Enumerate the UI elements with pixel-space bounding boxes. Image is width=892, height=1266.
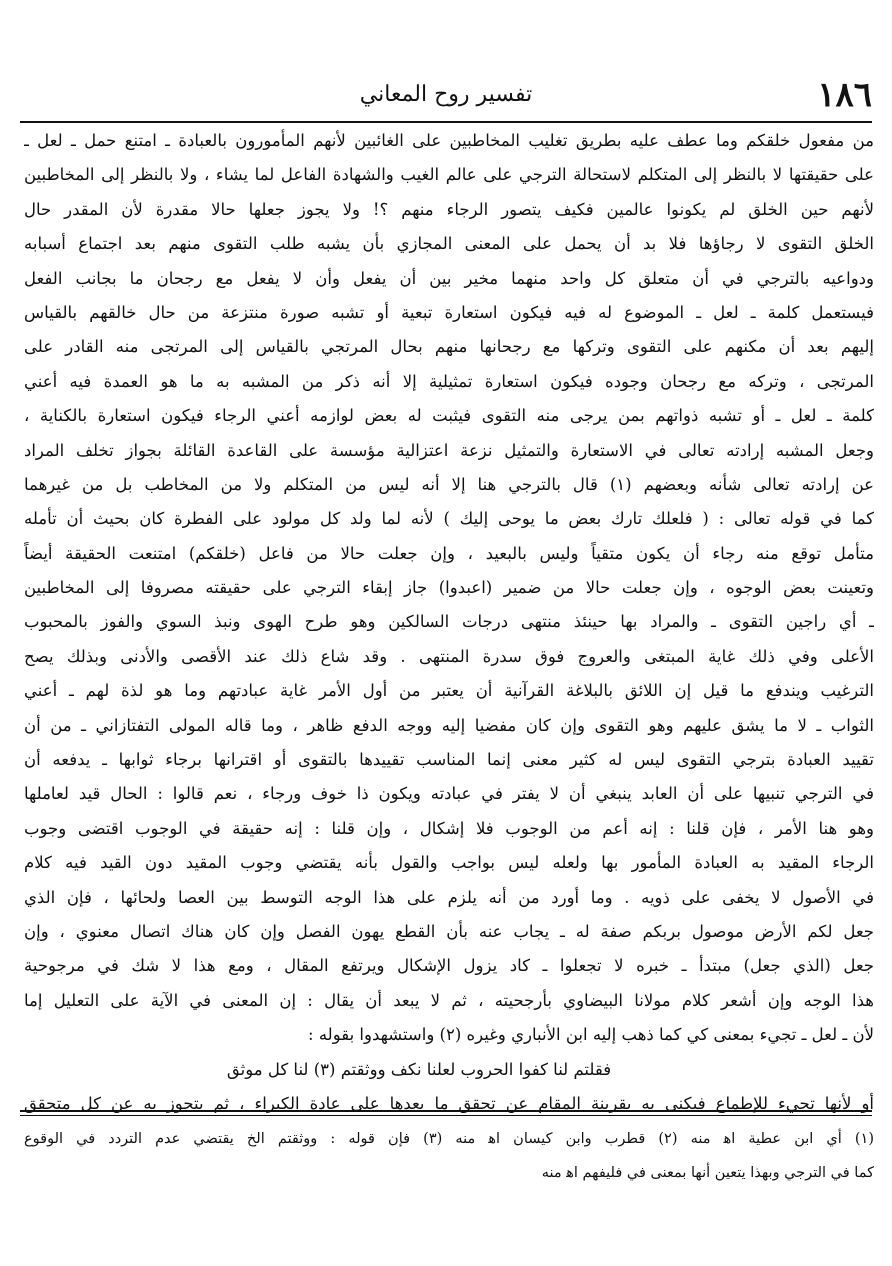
text-line: وتعينت بعض الوجوه ، وإن جعلت حالا من ضمير (اعبدوا) جاز إبقاء الترجي على حقيقته مصروفا إلى المخاطبين — [24, 578, 874, 598]
text-line: الثواب ـ لا ما يشق عليهم وهو التقوى وإن كان مفضيا إليه ووجه الدفع ظاهر ، وما قاله المولى التفتازاني ـ من أن — [24, 715, 874, 735]
text-line: الخلق التقوى لا رجاؤها فلا بد أن يحمل على المعنى المجازي بأن يشبه طلب التقوى منهم بعد اجتماع أسبابه — [24, 234, 874, 254]
text-line: لأنهم حين الخلق لم يكونوا عالمين فكيف يتصور الرجاء منهم ؟! ولا يجوز جعلها حالا مقدرة لأن المقدر حال — [24, 199, 874, 219]
text-line: عن إرادته تعالى شأنه وبعضهم (١) قال بالترجي هنا إلا أنه ليس من المتكلم ولا من المخاطب بل من غيرهما — [24, 474, 874, 494]
footnotes — [24, 1122, 874, 1190]
running-title: تفسير روح المعاني — [359, 82, 533, 107]
text-line: المرتجى ، وتركه مع رجحان وجوده فيكون استعارة تمثيلية إلا أنه ذكر من المشبه به ما هو العمدة فيه أعني — [24, 371, 874, 391]
text-line: لأن ـ لعل ـ تجيء بمعنى كي كما ذهب إليه ابن الأنباري وغيره (٢) واستشهدوا بقوله : — [308, 1025, 874, 1045]
page-number: ١٨٦ — [817, 75, 872, 115]
text-line: فيستعمل كلمة ـ لعل ـ الموضوع له فيه فيكون استعارة تبعية أو تشبه صورة منتزعة من حال خالقهم بالقياس — [24, 302, 874, 322]
text-line: متأمل توقع منه رجاء أن يكون متقياً وليس بالبعيد ، وإن جعلت حالا من فاعل (خلقكم) امتنعت الحقيقة أيضاً — [24, 543, 874, 563]
text-line: في الترجي تنبيها على أن العابد ينبغي أن لا يفتر في عبادته ويكون ذا خوف ورجاء ، نعم قالوا : الحال قيد لعاملها — [24, 784, 874, 804]
text-line: الرجاء المقيد به العبادة المأمور بها ولعله ليس بواجب والقول بأنه يقتضي وجوب المقيد دون القيد فيه كلام — [24, 853, 874, 873]
text-line: إليهم بعد أن مكنهم على التقوى وتركها مع رجحانها منهم بحال المرتجي بالقياس إلى المرتجى منه القادر على — [24, 337, 874, 357]
poetry-verse: فقلتم لنا كفوا الحروب لعلنا نكف ووثقتم (٣) لنا كل موثق — [226, 1059, 612, 1079]
text-line: وهو هنا الأمر ، فإن قلنا : إنه أعم من الوجوب فلا إشكال ، وإن قلنا : إنه حقيقة في الوجوب اقتضى وجوب — [24, 818, 874, 838]
text-line: كلمة ـ لعل ـ أو تشبه ذواتهم بمن يرجى منه التقوى فيثبت له بعض لوازمه أعني الرجاء فيكون استعارة بالكناية ، — [24, 406, 874, 426]
footnote-rule — [20, 1110, 872, 1112]
text-line: ـ أي راجين التقوى ـ والمراد بها حينئذ منتهى درجات السالكين وهو طرح الهوى ونبذ السوي والفوز بالمحبوب — [24, 612, 874, 632]
text-line: أو لأنها تجيء للإطماع فيكنى به بقرينة المقام عن تحقق ما بعدها على عادة الكبراء ، ثم يتجوز به عن كل متحقق — [24, 1093, 874, 1113]
footnote-line: كما في الترجي وبهذا يتعين أنها بمعنى في فليفهم اه‍ منه — [541, 1165, 874, 1181]
text-line: الأعلى وفي ذلك غاية المبتغى والعروج فوق سدرة المنتهى . وقد شاع ذلك عند الأقصى والأدنى وبذلك يصح — [24, 646, 874, 666]
text-line: وجعل المشبه إرادته تعالى في الاستعارة والتمثيل نزعة اعتزالية مؤسسة على القاعدة القائلة بجواز تخلف المراد — [24, 440, 874, 460]
text-line: جعل (الذي جعل) مبتدأ ـ خبره لا تجعلوا ـ كاد يزول الإشكال ويرتفع المقال ، ومع هذا لا شك في مرجوحية — [24, 956, 874, 976]
text-line: تقييد العبادة بترجي التقوى ليس له كثير معنى إنما المناسب تقييدها بالتقوى أو اقترانها برجاء ثوابها ـ يدفعه أن — [24, 750, 874, 770]
text-line: في الأصول لا يخفى على ذويه . وما أورد من أنه يلزم على هذا الوجه التوسط بين العصا ولحائها ، فإن الذي — [24, 887, 874, 907]
page-header — [20, 72, 872, 118]
text-line: الترغيب ويندفع ما قيل إن اللائق بالبلاغة القرآنية أن يعتبر من أول الأمر غاية عبادتهم وما هو لذة لهم ـ أعني — [24, 681, 874, 701]
text-line: من مفعول خلقكم وما عطف عليه بطريق تغليب المخاطبين على الغائبين لأنهم المأمورون بالعبادة ـ امتنع حمل ـ لعل ـ — [24, 131, 874, 150]
main-text — [24, 124, 874, 1121]
text-line: ودواعيه بالترجي في أن متعلق كل واحد منهما مخير بين أن يفعل وأن لا يفعل مع رجحان ما بجانب الفعل — [24, 268, 874, 288]
header-rule — [20, 121, 872, 123]
footnote-rule-thin — [20, 1115, 872, 1116]
text-line: هذا الوجه وإن أشعر كلام مولانا البيضاوي بأرجحيته ، ثم لا يبعد أن يقال : إن المعنى في الآية على التعليل إما — [24, 990, 874, 1010]
footnote-line: (١) أي ابن عطية اه‍ منه (٢) قطرب وابن كيسان اه‍ منه (٣) فإن قوله : ووثقتم الخ يقتضي عدم التردد في الوقوع — [24, 1131, 874, 1147]
text-line: على حقيقتها لا بالنظر إلى المتكلم لاستحالة الترجي على عالم الغيب والشهادة الفاعل لما يشاء ، ولا بالنظر إلى المخاطبين — [24, 165, 874, 185]
text-line: كما في قوله تعالى : ( فلعلك تارك بعض ما يوحى إليك ) لأنه لما ولد كل مولود على الفطرة كان بحيث أن تأمله — [24, 509, 874, 529]
text-line: جعل لكم الأرض موصول بربكم صفة له ـ يجاب عنه بأن القطع يهون الفصل وإن كان هناك اتصال معنوي ، وإن — [24, 921, 874, 941]
